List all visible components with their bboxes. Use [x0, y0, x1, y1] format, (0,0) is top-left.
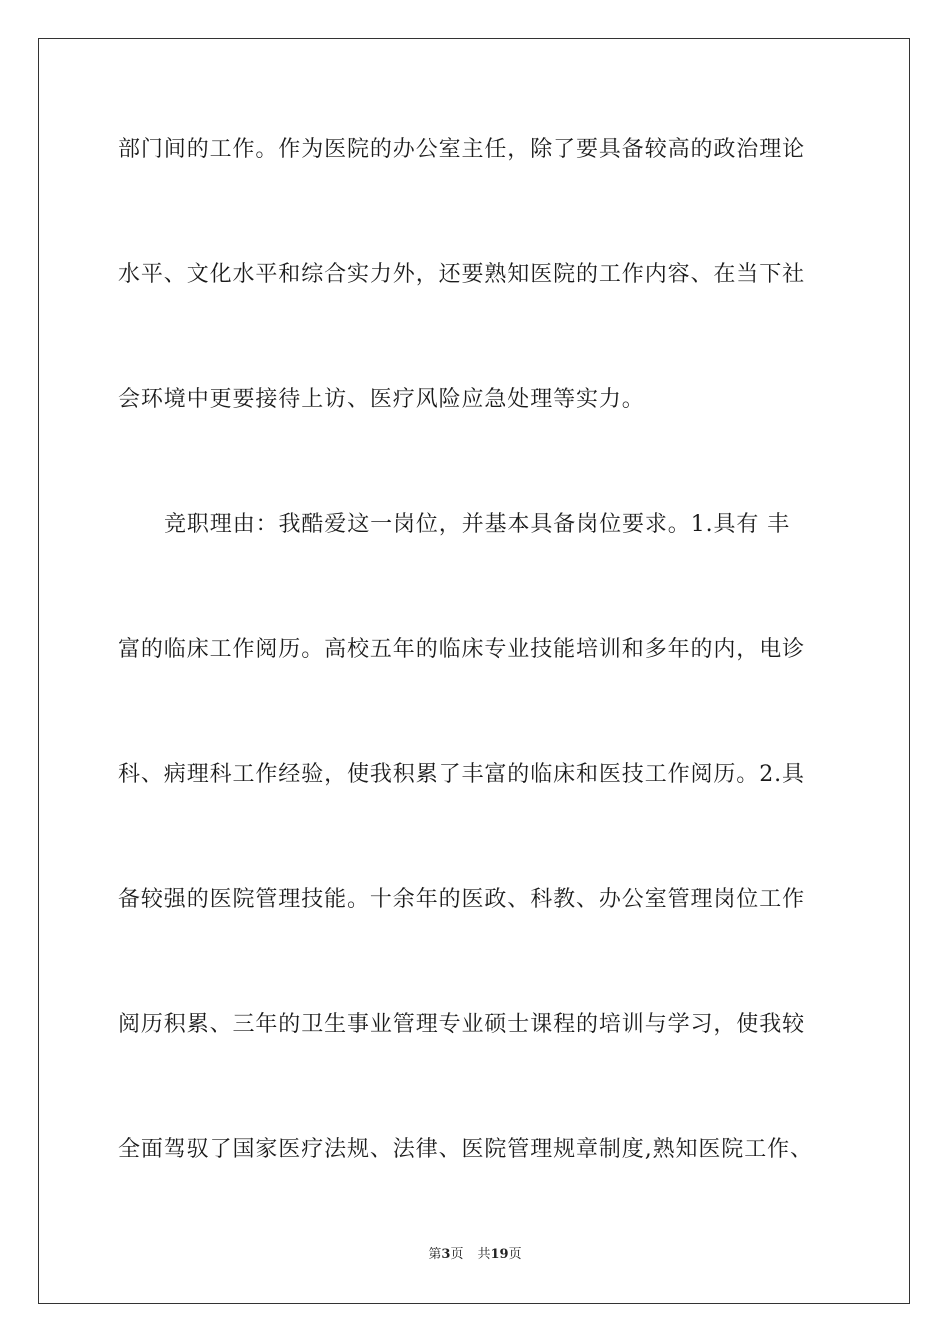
page-suffix: 页 — [450, 1247, 464, 1262]
paragraph-line: 备较强的医院管理技能。十余年的医政、科教、办公室管理岗位工作 — [118, 887, 806, 912]
paragraph-line: 竞职理由：我酷爱这一岗位，并基本具备岗位要求。1.具有 丰 — [164, 512, 791, 537]
paragraph-line: 会环境中更要接待上访、医疗风险应急处理等实力。 — [118, 387, 645, 412]
current-page-number: 3 — [441, 1247, 451, 1262]
paragraph-line: 部门间的工作。作为医院的办公室主任，除了要具备较高的政治理论 — [118, 137, 806, 162]
total-prefix: 共 — [477, 1247, 491, 1262]
page-prefix: 第 — [428, 1247, 442, 1262]
paragraph-line: 全面驾驭了国家医疗法规、法律、医院管理规章制度,熟知医院工作、 — [118, 1137, 813, 1162]
page-footer — [0, 1246, 950, 1264]
paragraph-line: 阅历积累、三年的卫生事业管理专业硕士课程的培训与学习，使我较 — [118, 1012, 806, 1037]
total-suffix: 页 — [508, 1247, 522, 1262]
paragraph-line: 科、病理科工作经验，使我积累了丰富的临床和医技工作阅历。2.具 — [118, 762, 805, 787]
total-page-count: 19 — [490, 1247, 509, 1262]
page-border — [38, 38, 910, 1304]
paragraph-line: 富的临床工作阅历。高校五年的临床专业技能培训和多年的内，电诊 — [118, 637, 806, 662]
paragraph-line: 水平、文化水平和综合实力外，还要熟知医院的工作内容、在当下社 — [118, 262, 806, 287]
